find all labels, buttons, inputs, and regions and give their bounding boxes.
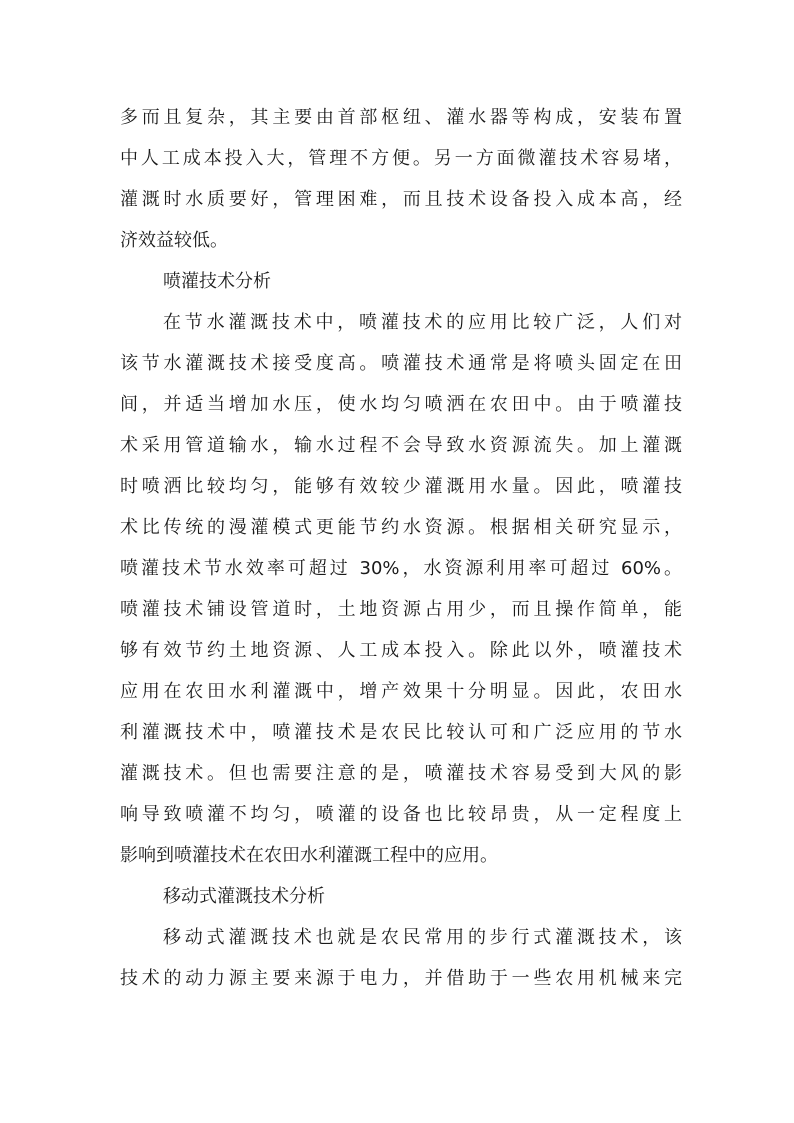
body-line-17: 灌溉技术。但也需要注意的是，喷灌技术容易受到大风的影 xyxy=(120,763,682,784)
body-line-22: 技术的动力源主要来源于电力，并借助于一些农用机械来完 xyxy=(120,968,682,989)
body-line-12: 喷灌技术节水效率可超过 30%，水资源利用率可超过 60%。 xyxy=(120,558,682,579)
paragraph-first-line: 在节水灌溉技术中，喷灌技术的应用比较广泛，人们对 xyxy=(163,312,682,333)
body-line-19: 影响到喷灌技术在农田水利灌溉工程中的应用。 xyxy=(120,845,498,866)
section-heading-mobile: 移动式灌溉技术分析 xyxy=(163,886,325,907)
body-line-4: 济效益较低。 xyxy=(120,230,228,251)
body-line-8: 间，并适当增加水压，使水均匀喷洒在农田中。由于喷灌技 xyxy=(120,394,682,415)
paragraph-first-line: 移动式灌溉技术也就是农民常用的步行式灌溉技术，该 xyxy=(163,927,682,948)
body-line-3: 灌溉时水质要好，管理困难，而且技术设备投入成本高，经 xyxy=(120,189,682,210)
body-line-16: 利灌溉技术中，喷灌技术是农民比较认可和广泛应用的节水 xyxy=(120,722,682,743)
body-line-11: 术比传统的漫灌模式更能节约水资源。根据相关研究显示， xyxy=(120,517,682,538)
body-line-1: 多而且复杂，其主要由首部枢纽、灌水器等构成，安装布置 xyxy=(120,107,682,128)
body-line-10: 时喷洒比较均匀，能够有效较少灌溉用水量。因此，喷灌技 xyxy=(120,476,682,497)
body-line-7: 该节水灌溉技术接受度高。喷灌技术通常是将喷头固定在田 xyxy=(120,353,682,374)
body-line-2: 中人工成本投入大，管理不方便。另一方面微灌技术容易堵， xyxy=(120,148,682,169)
body-line-18: 响导致喷灌不均匀，喷灌的设备也比较昂贵，从一定程度上 xyxy=(120,804,682,825)
body-line-9: 术采用管道输水，输水过程不会导致水资源流失。加上灌溉 xyxy=(120,435,682,456)
body-line-14: 够有效节约土地资源、人工成本投入。除此以外，喷灌技术 xyxy=(120,640,682,661)
body-line-15: 应用在农田水利灌溉中，增产效果十分明显。因此，农田水 xyxy=(120,681,682,702)
section-heading-sprinkler: 喷灌技术分析 xyxy=(163,271,271,292)
body-line-13: 喷灌技术铺设管道时，土地资源占用少，而且操作简单，能 xyxy=(120,599,682,620)
